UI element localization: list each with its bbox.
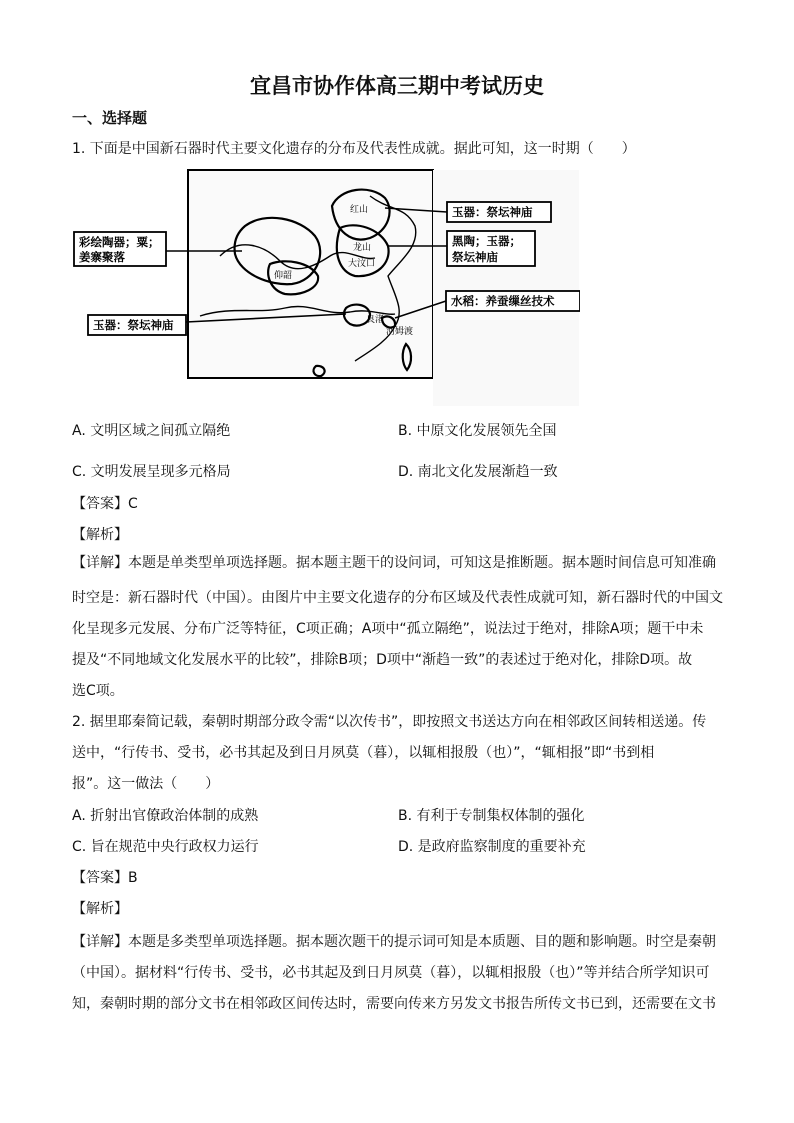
callout-hemudu-text: 水稻：养蚕缫丝技术: [451, 294, 555, 308]
q1-analysis-label: 【解析】: [72, 527, 128, 543]
section-heading: 一、选择题: [72, 109, 148, 127]
q2-stem-line: 报”。这一做法（ ）: [72, 776, 220, 792]
q2-analysis-label: 【解析】: [72, 901, 128, 917]
page-title: 宜昌市协作体高三期中考试历史: [250, 74, 544, 98]
q1-option-d: D. 南北文化发展渐趋一致: [398, 464, 558, 480]
site-label: 良渚: [366, 315, 385, 325]
q2-option-b: B. 有利于专制集权体制的强化: [398, 808, 585, 824]
q2-detail-line: （中国）。据材料“行传书、受书，必书其起及到日月夙莫（暮），以辄相报殷（也）”等并结合所学知识可: [72, 965, 710, 981]
q2-stem-line: 送中，“行传书、受书，必书其起及到日月夙莫（暮），以辄相报殷（也）”，“辄相报”即“书到相: [72, 745, 655, 761]
neolithic-culture-map: [70, 166, 580, 410]
site-label: 龙山: [353, 243, 372, 253]
q1-option-b: B. 中原文化发展领先全国: [398, 423, 557, 439]
q2-option-d: D. 是政府监察制度的重要补充: [398, 839, 586, 855]
q2-option-a: A. 折射出官僚政治体制的成熟: [72, 808, 259, 824]
site-label: 河姆渡: [386, 327, 414, 337]
q1-detail-line: 化呈现多元发展、分布广泛等特征，C项正确；A项中“孤立隔绝”，说法过于绝对，排除A项；题干中未: [72, 621, 704, 637]
q2-detail-line: 知，秦朝时期的部分文书在相邻政区间传达时，需要向传来方另发文书报告所传文书已到，还需要在文书: [72, 996, 716, 1012]
q1-detail-line: 【详解】本题是单类型单项选择题。据本题主题干的设问词，可知这是推断题。据本题时间信息可知准确: [72, 555, 716, 571]
callout-liangzhu-text: 玉器：祭坛神庙: [93, 318, 174, 332]
q1-detail-line: 提及“不同地域文化发展水平的比较”，排除B项；D项中“渐趋一致”的表述过于绝对化，排除D项。故: [72, 652, 693, 668]
callout-longshan-line1: 黑陶；玉器；: [452, 234, 521, 248]
q1-answer: 【答案】C: [72, 496, 138, 512]
site-label: 红山: [350, 205, 369, 215]
callout-yangshao-line1: 彩绘陶器；粟；: [79, 235, 160, 249]
callout-yangshao-line2: 姜寨聚落: [79, 250, 125, 264]
question-1-stem: 1. 下面是中国新石器时代主要文化遗存的分布及代表性成就。据此可知，这一时期（ ）: [72, 141, 636, 157]
site-label: 仰韶: [274, 271, 293, 281]
site-label: 大汶口: [348, 259, 376, 269]
callout-hongshan-text: 玉器：祭坛神庙: [452, 205, 533, 219]
q2-option-c: C. 旨在规范中央行政权力运行: [72, 839, 259, 855]
q1-option-c: C. 文明发展呈现多元格局: [72, 464, 231, 480]
q2-detail-line: 【详解】本题是多类型单项选择题。据本题次题干的提示词可知是本质题、目的题和影响题。时空是秦朝: [72, 934, 716, 950]
q1-option-a: A. 文明区域之间孤立隔绝: [72, 423, 231, 439]
q1-detail-line: 时空是：新石器时代（中国）。由图片中主要文化遗存的分布区域及代表性成就可知，新石器时代的中国文: [72, 590, 723, 606]
q2-stem-line: 2. 据里耶秦简记载，秦朝时期部分政令需“以次传书”，即按照文书送达方向在相邻政区间转相送递。传: [72, 714, 707, 730]
q2-answer: 【答案】B: [72, 870, 138, 886]
q1-detail-line: 选C项。: [72, 683, 124, 699]
callout-longshan-line2: 祭坛神庙: [452, 250, 498, 264]
